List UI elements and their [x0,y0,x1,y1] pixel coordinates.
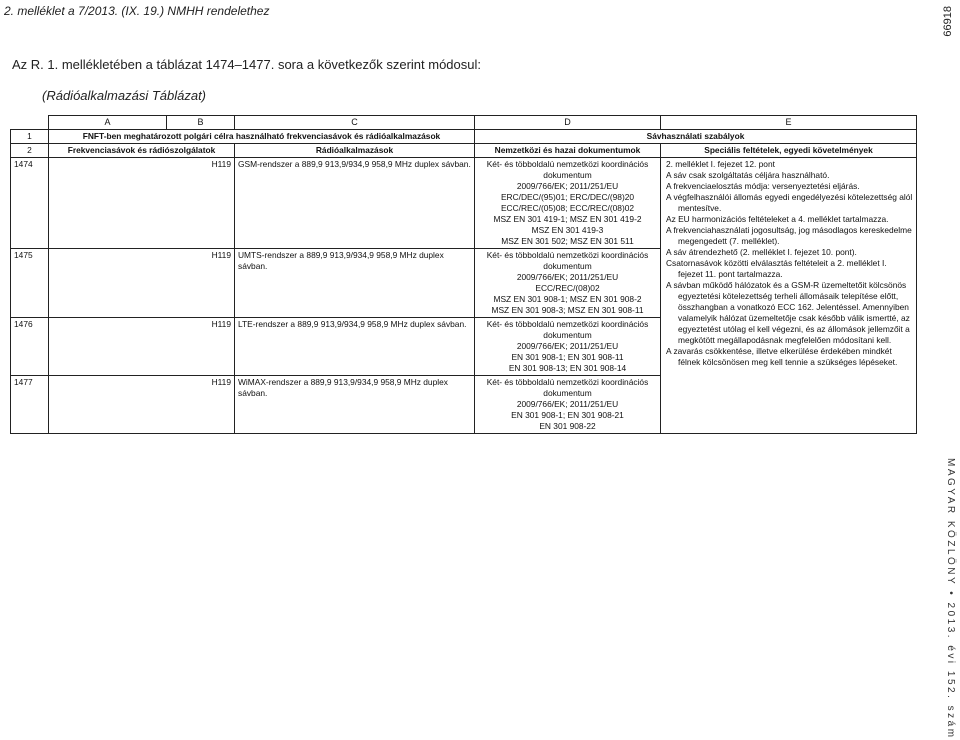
header-special-conditions: Speciális feltételek, egyedi követelmények [661,144,917,158]
header-documents: Nemzetközi és hazai dokumentumok [475,144,661,158]
document-line: dokumentum [543,261,592,271]
row-number: 1475 [11,249,49,318]
condition-line: A frekvenciaelosztás módja: versenyeztetési eljárás. [666,181,860,191]
header-usage-rules: Sávhasználati szabályok [475,130,917,144]
document-line: 2009/766/EK; 2011/251/EU [516,181,619,191]
intro-text: Az R. 1. mellékletében a táblázat 1474–1477. sora a következők szerint módosul: [12,57,481,72]
documents [475,249,661,318]
document-line: EN 301 908-1; EN 301 908-11 [511,352,624,362]
header-frequency-bands: Frekvenciasávok és rádiószolgálatok [49,144,235,158]
document-line: MSZ EN 301 908-3; MSZ EN 301 908-11 [491,305,644,315]
condition-line: Csatornasávok közötti elválasztás feltételeit a 2. melléklet I. fejezet 11. pont tartalmazza. [666,258,887,279]
column-letter-b: B [167,116,235,130]
table-row [11,158,917,249]
column-letters-row [11,116,917,130]
application: LTE-rendszer a 889,9 913,9/934,9 958,9 MHz duplex sávban. [235,318,475,376]
header-row-2 [11,144,917,158]
condition-line: A frekvenciahasználati jogosultság, jog másodlagos kereskedelme megengedett (7. melléklet). [666,225,912,246]
page-number: 66918 [942,6,954,37]
column-letter-a: A [49,116,167,130]
document-line: 2009/766/EK; 2011/251/EU [516,399,619,409]
condition-line: A sáv csak szolgáltatás céljára használható. [666,170,830,180]
frequency-band: H119 [49,158,235,249]
journal-title: MAGYAR KÖZLÖNY • 2013. évi 152. szám [945,458,956,740]
condition-line: 2. melléklet I. fejezet 12. pont [666,159,775,169]
application: UMTS-rendszer a 889,9 913,9/934,9 958,9 MHz duplex sávban. [235,249,475,318]
document-line: dokumentum [543,170,592,180]
document-line: Két- és többoldalú nemzetközi koordinációs [486,377,649,387]
table-subtitle: (Rádióalkalmazási Táblázat) [42,88,207,103]
document-line: 2009/766/EK; 2011/251/EU [516,341,619,351]
frequency-band: H119 [49,376,235,434]
header-row-1 [11,130,917,144]
frequency-table [10,115,917,434]
condition-line: A végfelhasználói állomás egyedi engedélyezési kötelezettség alól mentesítve. [666,192,913,213]
row-number: 2 [11,144,49,158]
document-line: MSZ EN 301 419-1; MSZ EN 301 419-2 [493,214,642,224]
document-line: EN 301 908-22 [539,421,596,431]
document-line: ECC/REC/(08)02 [535,283,600,293]
condition-line: A sáv átrendezhető (2. melléklet I. fejezet 10. pont). [666,247,857,257]
column-letter-index [11,116,49,130]
document-line: ERC/DEC/(95)01; ERC/DEC/(98)20 [500,192,635,202]
document-line: MSZ EN 301 908-1; MSZ EN 301 908-2 [493,294,642,304]
document-line: Két- és többoldalú nemzetközi koordinációs [486,159,649,169]
row-number: 1476 [11,318,49,376]
document-line: MSZ EN 301 502; MSZ EN 301 511 [501,236,634,246]
documents [475,318,661,376]
documents [475,158,661,249]
application: GSM-rendszer a 889,9 913,9/934,9 958,9 MHz duplex sávban. [235,158,475,249]
document-line: dokumentum [543,388,592,398]
row-number: 1474 [11,158,49,249]
row-number: 1477 [11,376,49,434]
document-header: 2. melléklet a 7/2013. (IX. 19.) NMHH rendelethez [4,4,270,18]
frequency-band: H119 [49,318,235,376]
column-letter-c: C [235,116,475,130]
condition-line: A sávban működő hálózatok és a GSM-R üzemeltetőit kölcsönös egyeztetési kötelezettség terheli állomásaik telepítése előtt, összhangban a vonatkozó ECC 162. Jelentéssel. Amennyiben valamelyik hálózat üzemeltetője csak később válik ismertté, az egyeztetést utólag el kell végezni, és az állomások jellemzőit a megkötött megállapodásnak megfelelően módosítani kell. [666,280,910,345]
column-letter-d: D [475,116,661,130]
application: WiMAX-rendszer a 889,9 913,9/934,9 958,9 MHz duplex sávban. [235,376,475,434]
column-letter-e: E [661,116,917,130]
document-line: ECC/REC/(05)08; ECC/REC/(08)02 [500,203,635,213]
document-line: 2009/766/EK; 2011/251/EU [516,272,619,282]
documents [475,376,661,434]
header-applications: Rádióalkalmazások [235,144,475,158]
condition-line: Az EU harmonizációs feltételeket a 4. melléklet tartalmazza. [666,214,889,224]
document-line: MSZ EN 301 419-3 [531,225,604,235]
special-conditions [661,158,917,434]
frequency-band: H119 [49,249,235,318]
document-line: Két- és többoldalú nemzetközi koordinációs [486,250,649,260]
row-number: 1 [11,130,49,144]
document-line: EN 301 908-13; EN 301 908-14 [508,363,627,373]
header-fnft: FNFT-ben meghatározott polgári célra használható frekvenciasávok és rádióalkalmazások [49,130,475,144]
condition-line: A zavarás csökkentése, illetve elkerülése érdekében mindkét félnek kölcsönösen meg kell tennie a szükséges lépéseket. [666,346,898,367]
document-line: Két- és többoldalú nemzetközi koordinációs [486,319,649,329]
document-line: EN 301 908-1; EN 301 908-21 [511,410,624,420]
document-line: dokumentum [543,330,592,340]
